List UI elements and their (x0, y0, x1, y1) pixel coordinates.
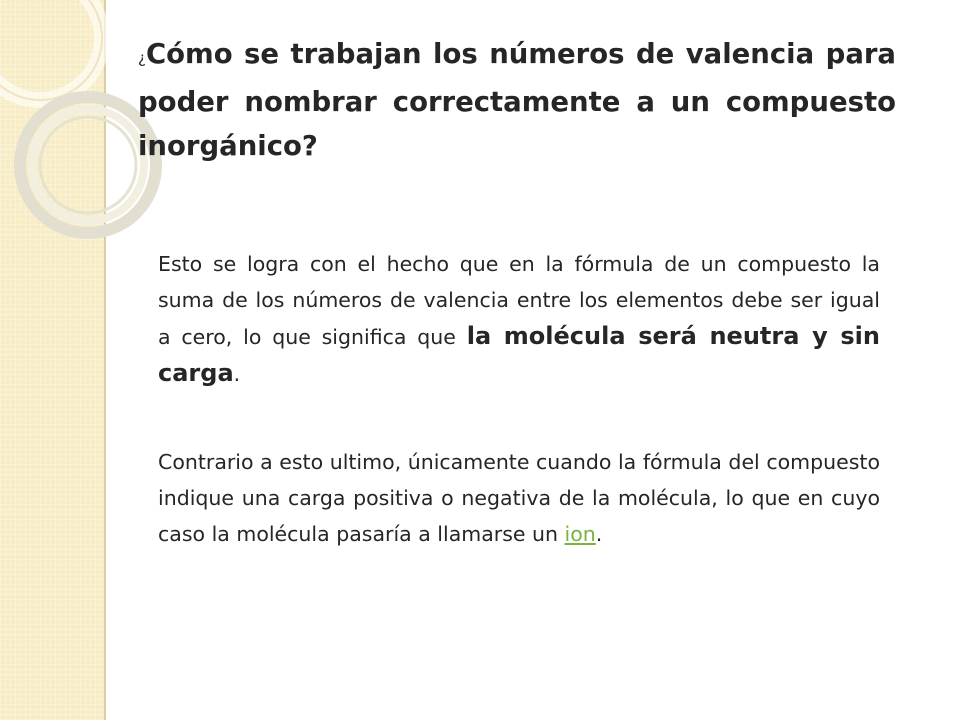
paragraph-neutral-molecule (158, 246, 880, 392)
paragraph2-end: . (595, 522, 603, 546)
paragraph-ion (158, 444, 880, 552)
paragraph1-emphasis: la molécula será neutra y sin carga (158, 322, 880, 387)
title-question-mark: ¿ (138, 49, 146, 67)
paragraph2-text: Contrario a esto ultimo, únicamente cuando la fórmula del compuesto indique una carga positiva o negativa de la molécula, lo que en cuyo caso la molécula pasaría a llamarse un (158, 450, 880, 546)
title-text: Cómo se trabajan los números de valencia para poder nombrar correctamente a un compuesto inorgánico? (138, 38, 896, 162)
decorative-circles (0, 0, 160, 260)
paragraph1-text: Esto se logra con el hecho que en la fórmula de un compuesto la suma de los números de valencia entre los elementos debe ser igual a cero, lo que significa que (158, 252, 880, 349)
slide-title (138, 32, 896, 168)
ion-link[interactable]: ion (564, 522, 596, 546)
paragraph1-end: . (233, 362, 241, 386)
